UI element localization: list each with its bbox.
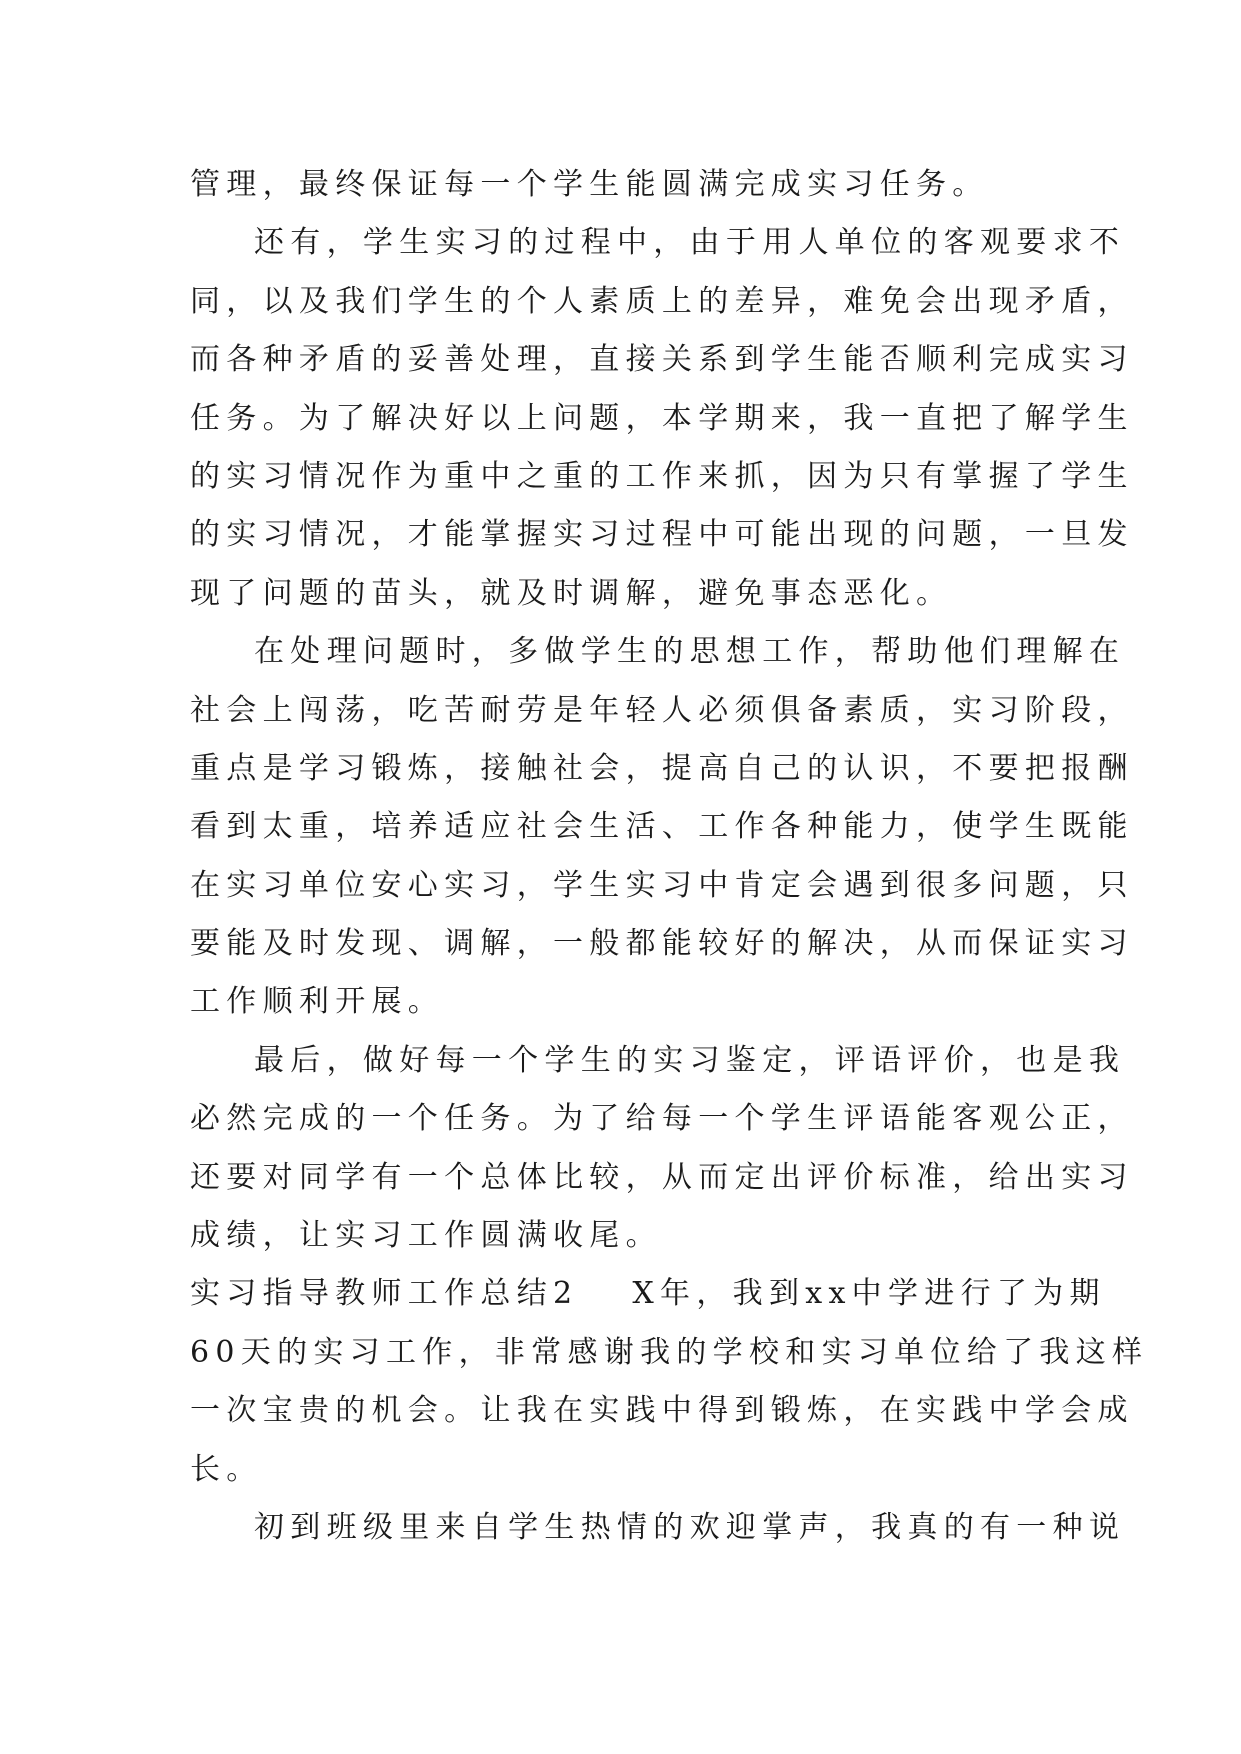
text-line: 重点是学习锻炼，接触社会，提高自己的认识，不要把报酬 [190,750,1134,786]
text-line: 任务。为了解决好以上问题，本学期来，我一直把了解学生 [190,400,1134,436]
text-line: 长。 [190,1451,263,1487]
text-line: 必然完成的一个任务。为了给每一个学生评语能客观公正， [190,1101,1134,1137]
text-line: 一次宝贵的机会。让我在实践中得到锻炼，在实践中学会成 [190,1393,1134,1429]
text-line: 的实习情况，才能掌握实习过程中可能出现的问题，一旦发 [190,517,1134,553]
text-line: 在实习单位安心实习，学生实习中肯定会遇到很多问题，只 [190,867,1134,903]
text-line: 而各种矛盾的妥善处理，直接关系到学生能否顺利完成实习 [190,342,1134,378]
text-line: X年，我到xx中学进行了为期 [632,1276,1106,1312]
text-line: 的实习情况作为重中之重的工作来抓，因为只有掌握了学生 [190,458,1134,494]
document-body [190,156,1149,1557]
text-line: 最后，做好每一个学生的实习鉴定，评语评价，也是我 [254,1042,1126,1078]
text-line: 看到太重，培养适应社会生活、工作各种能力，使学生既能 [190,809,1134,845]
paragraph-1 [190,156,1050,214]
text-line: 还要对同学有一个总体比较，从而定出评价标准，给出实习 [190,1159,1134,1195]
text-line: 初到班级里来自学生热情的欢迎掌声，我真的有一种说 [254,1509,1126,1545]
text-line: 同，以及我们学生的个人素质上的差异，难免会出现矛盾， [190,283,1134,319]
section-title: 实习指导教师工作总结2 [190,1276,579,1312]
paragraph-3 [190,623,1134,1032]
text-line: 现了问题的苗头，就及时调解，避免事态恶化。 [190,575,953,611]
text-line: 管理，最终保证每一个学生能圆满完成实习任务。 [190,167,989,202]
section-heading-line [190,1265,1106,1323]
text-line: 要能及时发现、调解，一般都能较好的解决，从而保证实习 [190,926,1134,962]
text-line: 社会上闯荡，吃苦耐劳是年轻人必须俱备素质，实习阶段， [190,692,1134,728]
paragraph-5 [190,1265,1149,1499]
paragraph-2 [190,214,1134,623]
paragraph-6 [190,1499,1126,1557]
paragraph-4 [190,1032,1134,1266]
text-line: 60天的实习工作，非常感谢我的学校和实习单位给了我这样 [190,1334,1149,1370]
text-line: 成绩，让实习工作圆满收尾。 [190,1218,662,1254]
text-line: 在处理问题时，多做学生的思想工作，帮助他们理解在 [254,634,1126,670]
text-line: 还有，学生实习的过程中，由于用人单位的客观要求不 [254,225,1126,261]
text-line: 工作顺利开展。 [190,984,445,1020]
